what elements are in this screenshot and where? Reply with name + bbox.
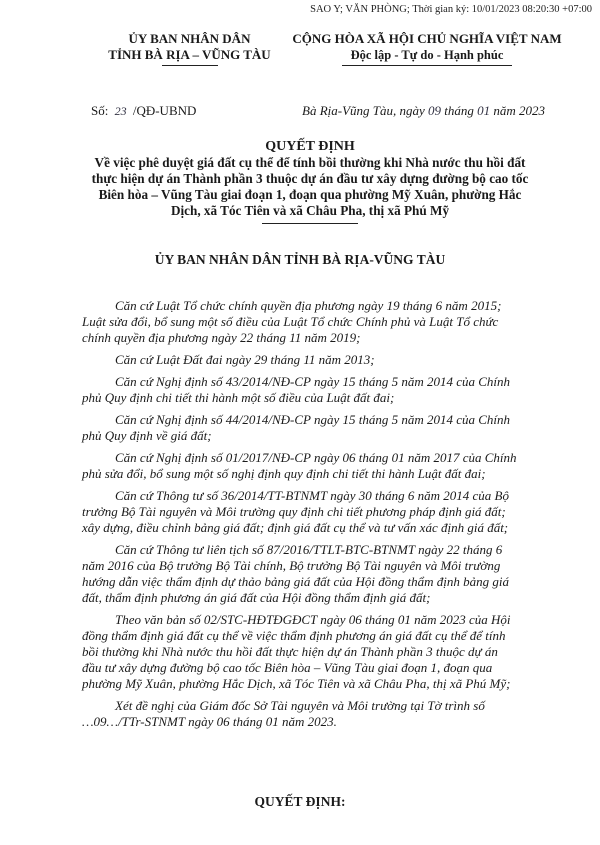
document-date: Bà Rịa-Vũng Tàu, ngày 09 tháng 01 năm 2023 — [302, 103, 546, 118]
legal-basis-paragraph: Căn cứ Luật Đất đai ngày 29 tháng 11 năm 2013; — [115, 352, 375, 367]
digital-signature-line: SAO Y; VĂN PHÒNG; Thời gian ký: 10/01/2023 08:20:30 +07:00 — [310, 4, 592, 15]
handwritten-number: 23 — [114, 104, 127, 118]
title-line: thực hiện dự án Thành phần 3 thuộc dự án đầu tư xây dựng đường bộ cao tốc — [91, 171, 529, 186]
document-type-title: QUYẾT ĐỊNH — [265, 139, 355, 154]
issuing-body-heading: ỦY BAN NHÂN DÂN TỈNH BÀ RỊA-VŨNG TÀU — [154, 252, 446, 267]
decision-heading: QUYẾT ĐỊNH: — [254, 794, 346, 809]
header-left-divider — [162, 65, 218, 66]
header-right-divider — [342, 65, 512, 66]
decision-title-block — [70, 139, 550, 224]
legal-basis-paragraph: Theo văn bản số 02/STC-HĐTĐGĐCT ngày 06 tháng 01 năm 2023 của Hội đồng thẩm định giá đất cụ thể về việc thẩm định phương án giá đất cụ thể để tính bồi thường khi Nhà nước thu hồi đất thực hiện dự án Thành phần 3 thuộc dự án đầu tư xây dựng đường bộ cao tốc Biên hòa – Vũng Tàu giai đoạn 1, đoạn qua phường Mỹ Xuân, phường Hắc Dịch, xã Tóc Tiên và xã Châu Pha, thị xã Phú Mỹ; — [82, 612, 511, 691]
legal-basis-paragraph: Căn cứ Nghị định số 43/2014/NĐ-CP ngày 15 tháng 5 năm 2014 của Chính phủ Quy định chi tiết thi hành một số điều của Luật đất đai; — [82, 374, 511, 405]
motto: Độc lập - Tự do - Hạnh phúc — [350, 48, 504, 62]
document-number: Số: 23 /QĐ-UBND — [91, 103, 197, 118]
legal-basis-paragraph: Xét đề nghị của Giám đốc Sở Tài nguyên và Môi trường tại Tờ trình số …09…/TTr-STNMT ngày 06 tháng 01 năm 2023. — [82, 698, 485, 729]
legal-basis-paragraph: Căn cứ Nghị định số 44/2014/NĐ-CP ngày 15 tháng 5 năm 2014 của Chính phủ Quy định về giá đất; — [82, 412, 511, 443]
nation-name: CỘNG HÒA XÃ HỘI CHỦ NGHĨA VIỆT NAM — [292, 31, 562, 46]
authority-line-2: TỈNH BÀ RỊA – VŨNG TÀU — [108, 47, 271, 62]
legal-basis-paragraph: Căn cứ Nghị định số 01/2017/NĐ-CP ngày 06 tháng 01 năm 2017 của Chính phủ sửa đổi, bổ sung một số nghị định quy định chi tiết thi hành Luật đất đai; — [82, 450, 517, 481]
legal-basis-section — [82, 298, 570, 736]
title-line: Biên hòa – Vũng Tàu giai đoạn 1, đoạn qua phường Mỹ Xuân, phường Hắc — [98, 187, 522, 202]
legal-basis-paragraph: Căn cứ Thông tư số 36/2014/TT-BTNMT ngày 30 tháng 6 năm 2014 của Bộ trưởng Bộ Tài nguyên và Môi trường quy định chi tiết phương pháp định giá đất; xây dựng, điều chỉnh bảng giá đất; định giá đất cụ thể và tư vấn xác định giá đất; — [82, 488, 509, 535]
legal-basis-paragraph: Căn cứ Luật Tổ chức chính quyền địa phương ngày 19 tháng 6 năm 2015; Luật sửa đổi, bổ sung một số điều của Luật Tổ chức Chính phủ và Luật Tổ chức chính quyền địa phương ngày 22 tháng 11 năm 2019; — [82, 298, 502, 345]
title-line: Về việc phê duyệt giá đất cụ thể để tính bồi thường khi Nhà nước thu hồi đất — [94, 155, 526, 170]
title-divider — [262, 223, 358, 224]
title-line: Dịch, xã Tóc Tiên và xã Châu Pha, thị xã Phú Mỹ — [170, 203, 450, 218]
authority-line-1: ỦY BAN NHÂN DÂN — [128, 31, 251, 46]
handwritten-month: 01 — [477, 103, 491, 118]
national-motto-header — [262, 31, 592, 66]
handwritten-day: 09 — [428, 103, 442, 118]
legal-basis-paragraph: Căn cứ Thông tư liên tịch số 87/2016/TTLT-BTC-BTNMT ngày 22 tháng 6 năm 2016 của Bộ trưởng Bộ Tài chính, Bộ trưởng Bộ Tài nguyên và Môi trường hướng dẫn việc thẩm định dự thảo bảng giá đất của Hội đồng thẩm định bảng giá đất, thẩm định phương án giá đất của Hội đồng thẩm định giá đất; — [82, 542, 509, 605]
